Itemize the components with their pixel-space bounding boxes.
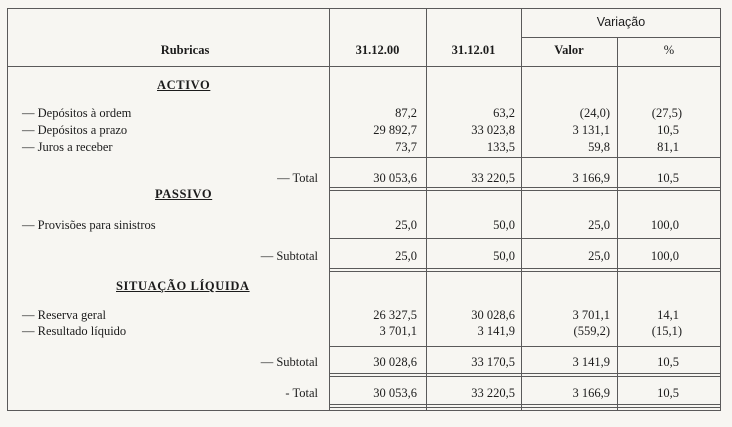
subtotal-label: — Subtotal [260,355,318,369]
cell-2000: 29 892,7 [373,123,417,137]
table-frame [7,8,721,411]
total-double-rule [329,190,721,191]
grand-total-label: - Total [285,386,318,400]
cell-valor: (24,0) [579,106,610,120]
column-header-variacao: Variação [596,15,646,29]
section-title-situacao-liquida: SITUAÇÃO LÍQUIDA [116,279,250,293]
cell-valor: 25,0 [588,218,610,232]
subtotal-rule [329,346,721,347]
column-header-valor: Valor [554,43,584,57]
subtotal-rule [329,238,721,239]
subtotal-2000: 25,0 [395,249,417,263]
total-pct: 10,5 [657,171,679,185]
column-header-rubricas: Rubricas [160,43,210,57]
grand-total-valor: 3 166,9 [572,386,610,400]
column-divider [426,8,427,411]
header-divider [521,37,721,38]
subtotal-2001: 50,0 [493,249,515,263]
cell-valor: 59,8 [588,140,610,154]
row-label: — Depósitos à ordem [22,106,132,120]
cell-pct: 100,0 [650,218,679,232]
total-2000: 30 053,6 [373,171,417,185]
total-label: — Total [277,171,318,185]
cell-pct: 10,5 [657,123,679,137]
total-rule [329,157,721,158]
grand-total-2001: 33 220,5 [471,386,515,400]
grand-total-2000: 30 053,6 [373,386,417,400]
row-label: — Juros a receber [22,140,113,154]
section-title-passivo: PASSIVO [155,187,213,201]
grand-total-pct: 10,5 [657,386,679,400]
column-divider [521,8,522,411]
row-label: — Depósitos a prazo [22,123,128,137]
grand-total-double-rule [329,404,721,405]
cell-pct: 14,1 [657,308,679,322]
total-valor: 3 166,9 [572,171,610,185]
subtotal-2000: 30 028,6 [373,355,417,369]
subtotal-double-rule [329,268,721,269]
column-header-2001: 31.12.01 [451,43,496,57]
cell-2001: 33 023,8 [471,123,515,137]
subtotal-valor: 3 141,9 [572,355,610,369]
cell-2000: 26 327,5 [373,308,417,322]
row-label: — Provisões para sinistros [22,218,156,232]
cell-2000: 25,0 [395,218,417,232]
subtotal-pct: 10,5 [657,355,679,369]
cell-pct: (27,5) [651,106,682,120]
subtotal-double-rule [329,271,721,272]
subtotal-pct: 100,0 [650,249,679,263]
row-label: — Reserva geral [22,308,106,322]
row-label: — Resultado líquido [22,324,127,338]
cell-pct: 81,1 [657,140,679,154]
cell-2001: 133,5 [486,140,515,154]
cell-2001: 63,2 [493,106,515,120]
cell-pct: (15,1) [651,324,682,338]
header-bottom-rule [7,66,721,67]
cell-2000: 73,7 [395,140,417,154]
cell-2000: 87,2 [395,106,417,120]
cell-2001: 50,0 [493,218,515,232]
column-divider [329,8,330,411]
cell-valor: (559,2) [573,324,610,338]
subtotal-double-rule [329,376,721,377]
column-header-pct: % [663,43,675,57]
cell-2000: 3 701,1 [379,324,417,338]
cell-valor: 3 701,1 [572,308,610,322]
grand-total-double-rule [329,407,721,408]
cell-valor: 3 131,1 [572,123,610,137]
cell-2001: 30 028,6 [471,308,515,322]
total-double-rule [329,187,721,188]
cell-2001: 3 141,9 [477,324,515,338]
subtotal-valor: 25,0 [588,249,610,263]
subtotal-2001: 33 170,5 [471,355,515,369]
column-header-2000: 31.12.00 [355,43,400,57]
subtotal-label: — Subtotal [260,249,318,263]
subtotal-double-rule [329,373,721,374]
section-title-activo: ACTIVO [157,78,211,92]
total-2001: 33 220,5 [471,171,515,185]
